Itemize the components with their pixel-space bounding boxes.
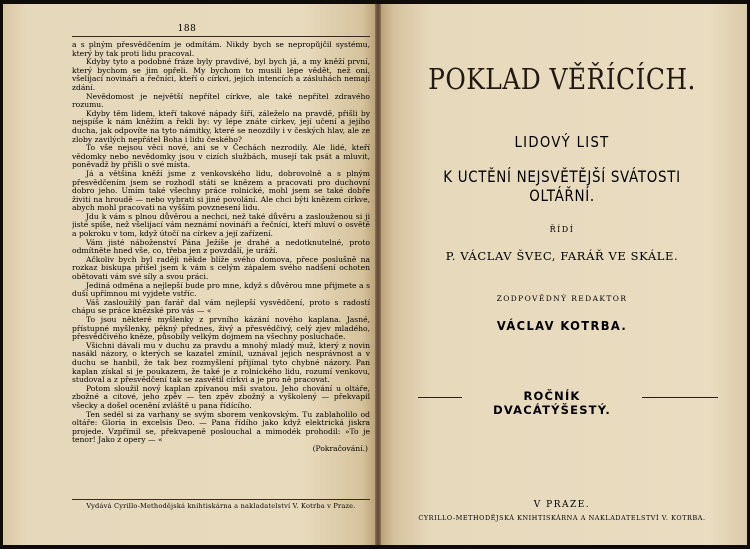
editor-label: ŘÍDÍ	[549, 225, 575, 234]
article-paragraph: Všichni dávali mu v duchu za pravdu a mnohý mladý muž, který z novin nasákl názory, o kterých se kazatel zmínil, uznával jejich nesprávnost a v duchu se hanbil, že tak bez rozmyšlení přijímal tyto chybné názory. Pan kaplan získal si je poukazem, že také je z rolnického lidu, rozumí venkovu, studoval a z přesvědčení tak se zasvětil církvi a je pro ně pracovat.	[72, 340, 370, 385]
publisher-footer: Vydává Cyrillo-Methodějská knihtiskárna a nakladatelství V. Kotrba v Praze.	[86, 502, 356, 510]
article-body	[72, 41, 370, 493]
footer-rule	[72, 499, 370, 500]
publishing-house: CYRILLO-METHODĚJSKÁ KNIHTISKÁRNA A NAKLADATELSTVÍ V. KOTRBA.	[418, 514, 706, 522]
magazine-subtitle: LIDOVÝ LIST	[514, 133, 610, 151]
responsible-editor-label: ZODPOVĚDNÝ REDAKTOR	[496, 294, 628, 303]
article-paragraph: Kdyby těm lidem, kteří takové nápady šíří, záleželo na pravdě, přišli by nejspíše k nám kněžím a řekli by: vy lépe znáte církev, její učení a jejího ducha, jak odpovíte na tyto námitky, které se neozdily i v českých hlav, ale ze zloby zavilých nepřátel Boha i lidu českého?	[72, 108, 370, 144]
continued-note: (Pokračování.)	[312, 443, 368, 453]
article-paragraph: Já a většina kněží jsme z venkovského lidu, dobrovolně a s plným přesvědčením jsem se rozhodl státi se knězem a pracovati pro duchovní dobro jeho. Umím také všechny práce rolnické, mohl jsem se také dobře živiti na hroudě — nebo vybrati si jiné povolání. Ale chci býti knězem církve, abych mohl pracovati na vyšším povznesení lidu.	[72, 168, 370, 213]
magazine-dedication: K UCTĚNÍ NEJSVĚTĚJŠÍ SVÁTOSTI OLTÁŘNÍ.	[443, 167, 681, 205]
article-paragraph: To vše nejsou věci nové, ani se v Čechách nezrodily. Ale lidé, kteří vědomky nebo nevědomky jsou v cizích službách, musejí tak psát a mluvit, poněvadž by přišli o své místa.	[72, 143, 370, 170]
page-number: 188	[177, 24, 197, 34]
article-paragraph: Jediná odměna a nejlepší bude pro mne, když s důvěrou mne přijmete a s duší upřímnou mi vyjdete vstříc.	[72, 280, 370, 299]
article-paragraph: Ten sedél si za varhany se svým sborem venkovským. Tu zablaholilo od oltáře: Gloria in excelsis Deo. — Pana řídího jako když elektrická jiskra projede. Vzpřímil se, překvapeně poslouchal a mimodék prohodil: »To je tenor! Jako z opery — «	[72, 409, 370, 445]
volume-rule-right	[642, 397, 718, 398]
responsible-editor-name: VÁCLAV KOTRBA.	[496, 318, 628, 333]
volume-label: ROČNÍK DVACÁTÝŠESTÝ.	[493, 389, 611, 417]
header-rule	[72, 36, 370, 37]
publication-city: V PRAZE.	[533, 500, 591, 510]
article-paragraph: Kdyby tyto a podobné fráze byly pravdivé, byl bych já, a my kněží první, který bychom se jim opřeli. My bychom to musili lépe vědět, než oni, všelijací novináři a řečníci, kteří o církvi, jejich intencích a zásluhách nemají zdání.	[72, 57, 370, 92]
editor-name: P. VÁCLAV ŠVEC, FARÁŘ VE SKÁLE.	[445, 249, 679, 263]
article-paragraph: To jsou některé myšlenky z prvního kázání nového kaplana. Jasné, přístupné myšlenky, pěkný přednes, živý a přesvědčivý, celý zjev mladého, přesvědčivého kněze, působily velkým dojmem na všechny posluchače.	[72, 315, 370, 342]
article-paragraph: Vám jisté náboženství Pána Ježíše je drahé a nedotknutelné, proto odmítněte hned vše, co, třeba jen z povzdálí, je uráží.	[72, 237, 370, 256]
article-paragraph: a s plným přesvědčením je odmítám. Nikdy bych se nepropůjčil systému, který by tak proti lidu pracoval.	[72, 41, 370, 58]
article-paragraph: Ačkoliv bych byl raději někde blíže svého domova, přece poslušně na rozkaz biskupa přišel jsem k vám s celým zápalem svého nadšení ochoten obětovati vám své síly a svou práci.	[72, 254, 370, 282]
volume-rule-left	[418, 397, 462, 398]
book-gutter	[375, 4, 381, 545]
article-paragraph: Nevědomost je největší nepřítel církve, ale také nepřítel zdravého rozumu.	[72, 91, 370, 110]
article-paragraph: Jdu k vám s plnou důvěrou a nechci, než také důvěru a zaslouženou si ji jisté spíše, než všelijací vám neznámí novináři a řečníci, kteří mluví o osvětě a pokroku v tom, když útočí na církev a její zařízení.	[72, 211, 370, 239]
article-paragraph: Váš zasloužilý pan farář dal vám nejlepší vysvědčení, proto s radostí chápu se práce knězské pro vás — «	[72, 297, 370, 316]
article-paragraph: Potom sloužil nový kaplan zpívanou mši svatou. Jeho chování u oltáře, zbožné a citové, jeho zpěv — ten zpěv zbožný a vyškolený — překvapil všecky a došel ocenění zvláště u pana řídícího.	[72, 383, 370, 410]
magazine-title: POKLAD VĚŘÍCÍCH.	[428, 62, 696, 96]
